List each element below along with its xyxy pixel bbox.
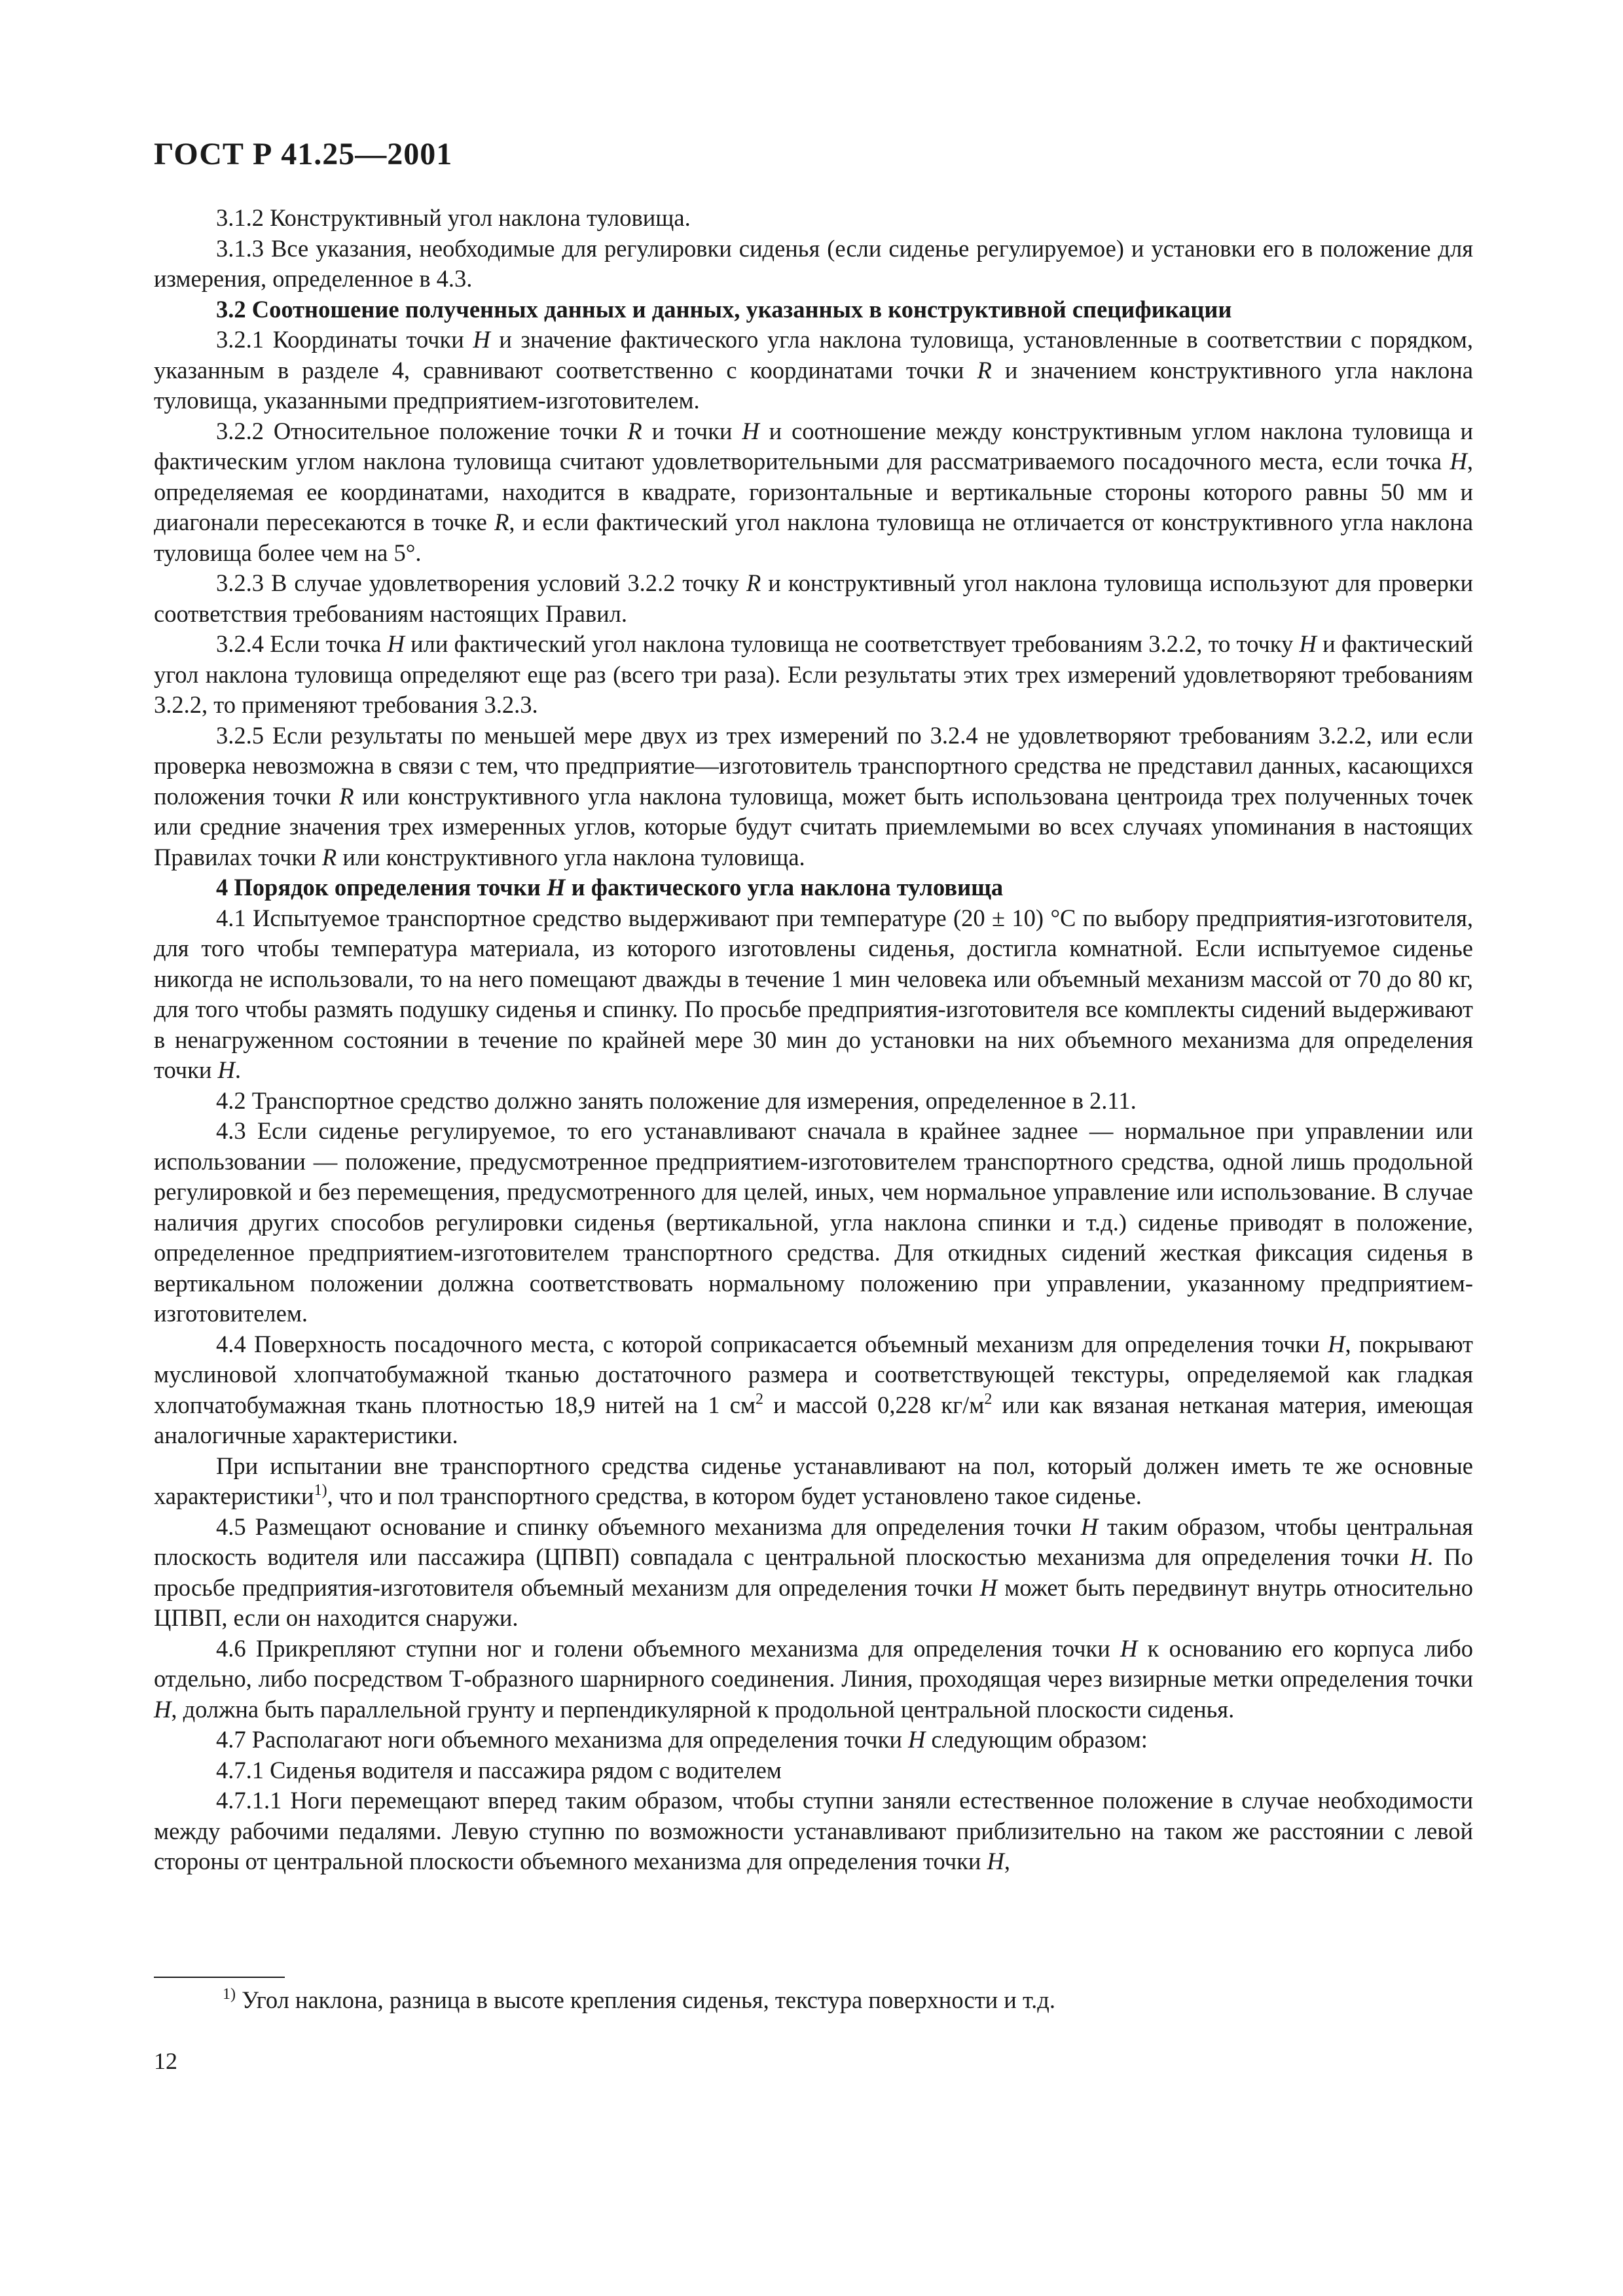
text-span: 4.5 Размещают основание и спинку объемного механизма для определения точки [216,1513,1081,1540]
paragraph-4-6 [154,1634,1473,1725]
symbol-r: R [746,569,761,596]
paragraph-4-4-continued [154,1451,1473,1512]
text-span: или конструктивного угла наклона туловища, может быть использована центроида трех полученных точек или средние значения трех измеренных углов, которые будут считать приемлемыми во всех случаях упоминания в настоящих Правилах точки [154,782,1473,870]
text-span: и точки [642,417,742,444]
symbol-h: H [1410,1543,1427,1570]
text-span: 3.2.3 В случае удовлетворения условий 3.2.2 точку [216,569,746,596]
paragraph-3-2-3 [154,568,1473,629]
paragraph-3-2-1 [154,325,1473,416]
paragraph-4-7-1-1 [154,1785,1473,1877]
paragraph-3-1-2: 3.1.2 Конструктивный угол наклона туловища. [216,204,691,231]
text-span: 3.2.4 Если точка [216,630,388,657]
page-number: 12 [154,2048,177,2074]
text-span: , покрывают муслиновой хлопчатобумажной тканью достаточного размера и соответствующей текстуры, определяемой как гладкая хлопчатобумажная ткань плотностью 18,9 нитей на 1 см [154,1330,1473,1418]
footnote-text: Угол наклона, разница в высоте крепления сиденья, текстура поверхности и т.д. [236,1986,1055,2013]
symbol-h: H [547,874,566,901]
footnote [223,1985,1055,2015]
symbol-r: R [494,509,509,535]
text-span: , должна быть параллельной грунту и перпендикулярной к продольной центральной плоскости сиденья. [171,1695,1235,1723]
paragraph-3-2-4 [154,629,1473,721]
symbol-h: H [387,630,405,657]
symbol-h: H [1450,448,1467,475]
text-span: 4.1 Испытуемое транспортное средство выдерживают при температуре (20 ± 10) °С по выбору предприятия-изготовителя, для того чтобы температура материала, из которого изготовлены сиденья, достигла комнатной. Если испытуемое сиденье никогда не использовали, то на него помещают дважды в течение 1 мин человека или объемный механизм массой от 70 до 80 кг, для того чтобы размять подушку сиденья и спинку. По просьбе предприятия-изготовителя все комплекты сидений выдерживают в ненагруженном состоянии в течение по крайней мере 30 мин до установки на них объемного механизма для определения точки [154,904,1473,1083]
text-span: или конструктивного угла наклона туловища. [337,843,805,870]
symbol-h: H [987,1848,1004,1874]
text-span: и значением конструктивного угла наклона туловища, указанными предприятием-изготовителем. [154,356,1473,414]
text-span: может быть передвинут внутрь относительно ЦПВП, если он находится снаружи. [154,1573,1474,1631]
paragraph-3-1-3: 3.1.3 Все указания, необходимые для регулировки сиденья (если сиденье регулируемое) и установки его в положение для измерения, определенное в 4.3. [154,234,1473,292]
text-span: 3.2.5 Если результаты по меньшей мере двух из трех измерений по 3.2.4 не удовлетворяют требованиям 3.2.2, или если проверка невозможна в связи с тем, что предприятие—изготовитель транспортного средства не представил данных, касающихся положения точки [154,721,1473,810]
text-span: и фактический угол наклона туловища определяют еще раз (всего три раза). Если результаты этих трех измерений удовлетворяют требованиям 3.2.2, то применяют требования 3.2.3. [154,630,1473,718]
text-span: , определяемая ее координатами, находится в квадрате, горизонтальные и вертикальные стороны которого равны 50 мм и диагонали пересекаются в точке [154,448,1473,535]
symbol-r: R [977,356,992,384]
section-heading-3-2: 3.2 Соотношение полученных данных и данных, указанных в конструктивной спецификации [216,295,1232,323]
text-span: 3.2.1 Координаты точки [216,326,473,353]
text-span: 4.4 Поверхность посадочного места, с которой соприкасается объемный механизм для определения точки [216,1330,1328,1357]
symbol-h: H [1120,1634,1138,1662]
document-header: ГОСТ Р 41.25—2001 [154,137,453,171]
symbol-h: H [979,1573,998,1601]
symbol-r: R [627,417,642,444]
text-span: таким образом, чтобы центральная плоскость водителя или пассажира (ЦПВП) совпадала с центральной плоскостью механизма для определения точки [154,1513,1474,1570]
symbol-h: H [742,417,759,444]
text-span: и массой 0,228 кг/м [763,1391,985,1418]
symbol-h: H [908,1726,926,1753]
symbol-r: R [321,843,337,870]
text-span: и значение фактического угла наклона туловища, установленные в соответствии с порядком, указанным в разделе 4, сравнивают соответственно с координатами точки [154,326,1473,384]
document-body [154,203,1473,1877]
text-span: 4.7.1.1 Ноги перемещают вперед таким образом, чтобы ступни заняли естественное положение в случае необходимости между рабочими педалями. Левую ступню по возможности устанавливают приблизительно на таком же расстоянии с левой стороны от центральной плоскости объемного механизма для определения точки [154,1787,1473,1874]
text-span: к основанию его корпуса либо отдельно, либо посредством Т-образного шарнирного соединения. Линия, проходящая через визирные метки определения точки [154,1634,1473,1692]
superscript-2: 2 [755,1390,763,1408]
symbol-h: H [1080,1513,1099,1540]
paragraph-4-7-1: 4.7.1 Сиденья водителя и пассажира рядом с водителем [216,1756,782,1784]
text-span: , [1004,1848,1010,1874]
text-span: , и если фактический угол наклона туловища не отличается от конструктивного угла наклона туловища более чем на 5°. [154,509,1473,566]
text-span: , что и пол транспортного средства, в котором будет установлено такое сиденье. [327,1482,1142,1509]
footnote-separator [154,1977,285,1978]
section-heading-4 [154,872,1473,903]
text-span: 4 Порядок определения точки [216,874,547,901]
text-span: 4.6 Прикрепляют ступни ног и голени объемного механизма для определения точки [216,1634,1121,1662]
symbol-h: H [217,1056,235,1083]
paragraph-3-2-2 [154,416,1473,569]
paragraph-4-2: 4.2 Транспортное средство должно занять положение для измерения, определенное в 2.11. [216,1086,1137,1114]
superscript-2: 2 [984,1390,993,1408]
text-span: . [234,1056,242,1083]
text-span: и фактического угла наклона туловища [565,874,1004,901]
footnote-marker: 1) [223,1986,236,2003]
paragraph-4-7 [154,1725,1473,1755]
footnote-ref: 1) [314,1482,327,1499]
paragraph-4-3: 4.3 Если сиденье регулируемое, то его устанавливают сначала в крайнее заднее — нормальное при управлении или использовании — положение, предусмотренное предприятием-изготовителем транспортного средства, одной лишь продольной регулировкой и без перемещения, предусмотренного для целей, иных, чем нормальное управление или использование. В случае наличия других способов регулировки сиденья (вертикальной, угла наклона спинки и т.д.) сиденье приводят в положение, определенное предприятием-изготовителем транспортного средства. Для откидных сидений жесткая фиксация сиденья в вертикальном положении должна соответствовать нормальному положению при управлении, указанному предприятием-изготовителем. [154,1117,1473,1327]
paragraph-4-5 [154,1512,1473,1634]
symbol-h: H [1328,1330,1345,1357]
symbol-h: H [473,326,490,353]
text-span: следующим образом: [925,1726,1148,1753]
paragraph-4-1 [154,903,1473,1086]
text-span: 3.2.2 Относительное положение точки [216,417,628,444]
symbol-h: H [1299,630,1317,657]
paragraph-4-4 [154,1329,1473,1451]
text-span: и соотношение между конструктивным углом наклона туловища и фактическим углом наклона туловища считают удовлетворительными для рассматриваемого посадочного места, если точка [154,417,1474,475]
text-span: 4.7 Располагают ноги объемного механизма для определения точки [216,1726,908,1753]
text-span: . По просьбе предприятия-изготовителя объемный механизм для определения точки [154,1543,1473,1601]
text-span: При испытании вне транспортного средства сиденье устанавливают на пол, который должен иметь те же основные характеристики [154,1452,1473,1509]
paragraph-3-2-5 [154,721,1473,873]
text-span: и конструктивный угол наклона туловища используют для проверки соответствия требованиям настоящих Правил. [154,569,1473,627]
symbol-r: R [339,782,354,810]
symbol-h: H [154,1695,172,1723]
text-span: или как вязаная нетканая материя, имеющая аналогичные характеристики. [154,1391,1474,1448]
text-span: или фактический угол наклона туловища не соответствует требованиям 3.2.2, то точку [404,630,1300,657]
